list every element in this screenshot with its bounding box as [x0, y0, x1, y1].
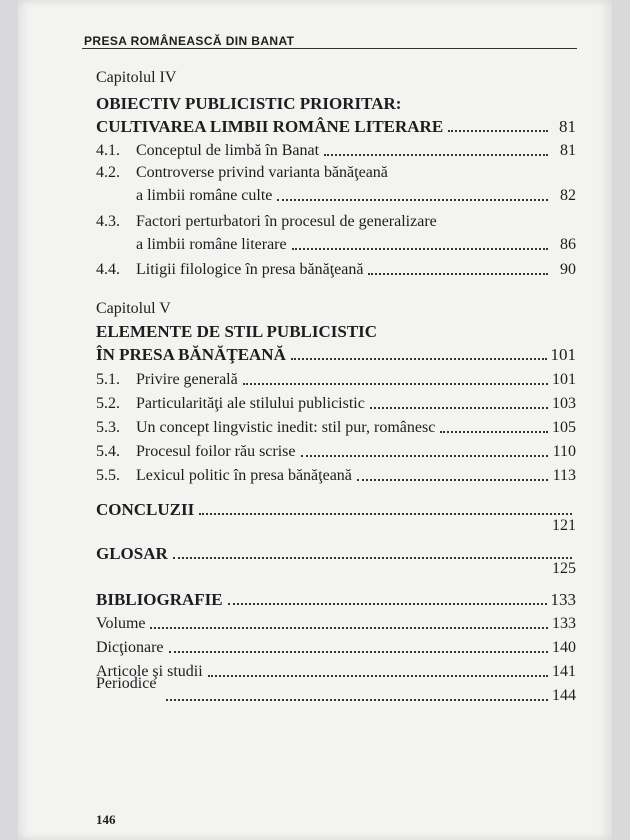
chapter-4-label: Capitolul IV [96, 69, 177, 86]
toc-row [96, 658, 576, 682]
chapter-5-label: Capitolul V [96, 300, 171, 317]
item-title: Dicţionare [96, 639, 164, 656]
item-title: Particularităţi ale stilului publicistic [136, 395, 365, 412]
chapter-4-title-row [96, 113, 576, 137]
chapter-5-title-line1: ELEMENTE DE STIL PUBLICISTIC [96, 322, 378, 341]
dot-leader [277, 199, 548, 201]
item-title: Periodice [96, 675, 157, 692]
dot-leader [370, 407, 548, 409]
toc-row [96, 137, 576, 161]
item-number: 4.4. [96, 261, 120, 278]
toc-row [96, 414, 576, 438]
toc-row [96, 682, 576, 706]
glosar-title: GLOSAR [96, 544, 168, 563]
item-page: 103 [552, 395, 576, 412]
item-number: 4.2. [96, 164, 120, 181]
toc-row-first-line [96, 163, 388, 183]
item-title: Privire generală [136, 371, 238, 388]
item-number: 5.5. [96, 467, 120, 484]
dot-leader [324, 154, 548, 156]
toc-row [96, 438, 576, 462]
concluzii-page-row [96, 512, 576, 536]
chapter-4-page: 81 [559, 117, 576, 136]
item-number: 5.3. [96, 419, 120, 436]
item-title-cont: a limbii române culte [136, 187, 273, 204]
item-title: Volume [96, 615, 146, 632]
item-page: 133 [552, 615, 576, 632]
toc-row [96, 462, 576, 486]
chapter-5-title-row [96, 341, 576, 365]
toc-row [96, 390, 576, 414]
item-title: Procesul foilor rău scrise [136, 443, 296, 460]
toc-row-first-line [96, 212, 437, 232]
head-rule [82, 48, 577, 49]
item-number: 5.4. [96, 443, 120, 460]
item-page: 144 [552, 687, 576, 704]
toc-row-continuation [96, 231, 576, 255]
item-title: Factori perturbatori în procesul de generalizare [136, 213, 437, 230]
item-page: 86 [560, 236, 576, 253]
item-title: Un concept lingvistic inedit: stil pur, românesc [136, 419, 436, 436]
dot-leader [150, 627, 548, 629]
dot-leader [448, 130, 548, 132]
item-page: 101 [552, 371, 576, 388]
dot-leader [228, 603, 547, 605]
chapter-5-title-line2: ÎN PRESA BĂNĂŢEANĂ [96, 345, 286, 364]
dot-leader [291, 358, 547, 360]
concluzii-title: CONCLUZII [96, 500, 195, 519]
item-title: Controverse privind varianta bănăţeană [136, 164, 388, 181]
glosar-page: 125 [552, 560, 576, 577]
item-page: 113 [552, 467, 576, 484]
item-page: 105 [552, 419, 576, 436]
bibliografie-row [96, 586, 576, 610]
item-page: 81 [560, 142, 576, 159]
item-number: 4.3. [96, 213, 120, 230]
item-number: 4.1. [96, 142, 120, 159]
item-page: 90 [560, 261, 576, 278]
chapter-5-page: 101 [550, 345, 576, 364]
dot-leader [208, 675, 548, 677]
toc-row [96, 610, 576, 634]
item-title: Conceptul de limbă în Banat [136, 142, 320, 159]
toc-row [96, 634, 576, 658]
toc-row [96, 256, 576, 280]
dot-leader [169, 651, 548, 653]
item-title: Lexicul politic în presa bănăţeană [136, 467, 352, 484]
item-page: 140 [552, 639, 576, 656]
dot-leader [166, 699, 548, 701]
dot-leader [243, 383, 548, 385]
item-title: Litigii filologice în presa bănăţeană [136, 261, 364, 278]
toc-row [96, 366, 576, 390]
chapter-4-title-line2: CULTIVAREA LIMBII ROMÂNE LITERARE [96, 117, 444, 136]
dot-leader [368, 273, 548, 275]
dot-leader [357, 479, 548, 481]
item-title: Articole şi studii [96, 663, 203, 680]
item-number: 5.2. [96, 395, 120, 412]
book-page [18, 0, 612, 840]
item-page: 82 [560, 187, 576, 204]
item-title-cont: a limbii române literare [136, 236, 287, 253]
concluzii-page: 121 [552, 517, 576, 534]
item-page: 110 [552, 443, 576, 460]
dot-leader [440, 431, 548, 433]
running-head: PRESA ROMÂNEASCĂ DIN BANAT [84, 34, 295, 48]
item-page: 141 [552, 663, 576, 680]
bibliografie-title: BIBLIOGRAFIE [96, 590, 223, 609]
toc-row-continuation [96, 182, 576, 206]
page-number: 146 [96, 812, 116, 827]
dot-leader [292, 248, 548, 250]
glosar-page-row [96, 555, 576, 579]
bibliografie-page: 133 [550, 590, 576, 609]
item-number: 5.1. [96, 371, 120, 388]
dot-leader [301, 455, 548, 457]
chapter-4-title-line1: OBIECTIV PUBLICISTIC PRIORITAR: [96, 94, 402, 113]
